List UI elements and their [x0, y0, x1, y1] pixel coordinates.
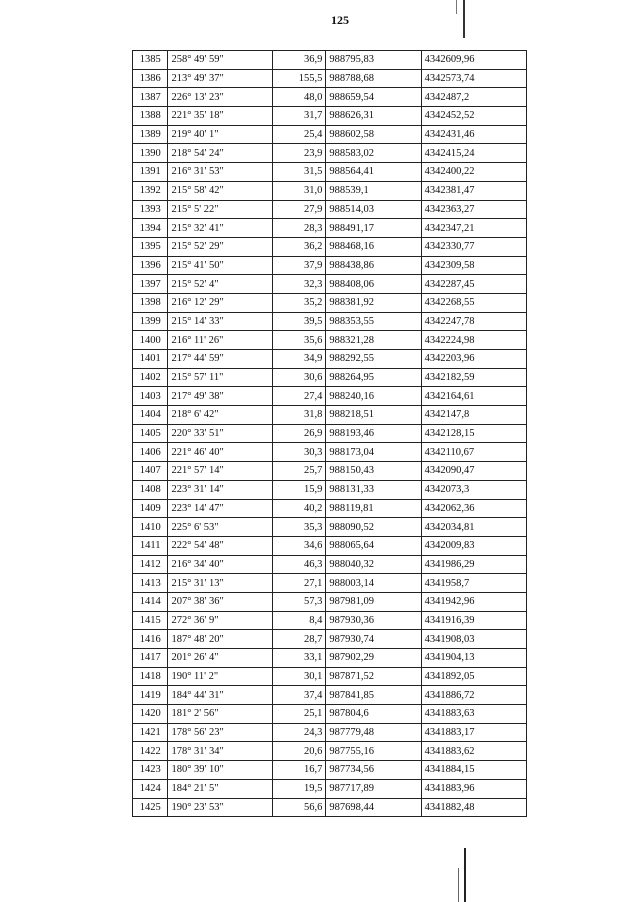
point-number-cell: 1415 — [133, 611, 168, 630]
y-coordinate-cell: 4341986,29 — [421, 555, 526, 574]
x-coordinate-cell: 987841,85 — [326, 686, 421, 705]
y-coordinate-cell: 4342247,78 — [421, 312, 526, 331]
x-coordinate-cell: 988468,16 — [326, 237, 421, 256]
point-number-cell: 1385 — [133, 51, 168, 70]
point-number-cell: 1412 — [133, 555, 168, 574]
y-coordinate-cell: 4342009,83 — [421, 536, 526, 555]
x-coordinate-cell: 988090,52 — [326, 518, 421, 537]
y-coordinate-cell: 4341908,03 — [421, 630, 526, 649]
y-coordinate-cell: 4341883,63 — [421, 705, 526, 724]
y-coordinate-cell: 4341883,17 — [421, 723, 526, 742]
distance-cell: 25,4 — [272, 125, 326, 144]
direction-angle-cell: 207° 38' 36" — [168, 592, 272, 611]
direction-angle-cell: 221° 57' 14" — [168, 462, 272, 481]
point-number-cell: 1403 — [133, 387, 168, 406]
distance-cell: 28,3 — [272, 219, 326, 238]
distance-cell: 26,9 — [272, 424, 326, 443]
y-coordinate-cell: 4342415,24 — [421, 144, 526, 163]
x-coordinate-cell: 988173,04 — [326, 443, 421, 462]
table-row — [133, 443, 527, 462]
distance-cell: 16,7 — [272, 761, 326, 780]
table-row — [133, 611, 527, 630]
point-number-cell: 1396 — [133, 256, 168, 275]
direction-angle-cell: 181° 2' 56" — [168, 705, 272, 724]
direction-angle-cell: 180° 39' 10" — [168, 761, 272, 780]
direction-angle-cell: 178° 56' 23" — [168, 723, 272, 742]
table-row — [133, 368, 527, 387]
y-coordinate-cell: 4342147,8 — [421, 406, 526, 425]
direction-angle-cell: 223° 31' 14" — [168, 480, 272, 499]
direction-angle-cell: 213° 49' 37" — [168, 69, 272, 88]
direction-angle-cell: 215° 5' 22" — [168, 200, 272, 219]
x-coordinate-cell: 988795,83 — [326, 51, 421, 70]
table-row — [133, 256, 527, 275]
table-row — [133, 649, 527, 668]
page-number: 125 — [331, 13, 349, 27]
direction-angle-cell: 187° 48' 20" — [168, 630, 272, 649]
direction-angle-cell: 220° 33' 51" — [168, 424, 272, 443]
table-row — [133, 181, 527, 200]
distance-cell: 46,3 — [272, 555, 326, 574]
y-coordinate-cell: 4342573,74 — [421, 69, 526, 88]
table-row — [133, 69, 527, 88]
distance-cell: 32,3 — [272, 275, 326, 294]
x-coordinate-cell: 988150,43 — [326, 462, 421, 481]
distance-cell: 27,9 — [272, 200, 326, 219]
x-coordinate-cell: 988003,14 — [326, 574, 421, 593]
distance-cell: 31,5 — [272, 163, 326, 182]
y-coordinate-cell: 4342609,96 — [421, 51, 526, 70]
point-number-cell: 1423 — [133, 761, 168, 780]
table-row — [133, 312, 527, 331]
distance-cell: 56,6 — [272, 798, 326, 817]
table-row — [133, 107, 527, 126]
y-coordinate-cell: 4342287,45 — [421, 275, 526, 294]
distance-cell: 23,9 — [272, 144, 326, 163]
distance-cell: 24,3 — [272, 723, 326, 742]
distance-cell: 31,7 — [272, 107, 326, 126]
y-coordinate-cell: 4341916,39 — [421, 611, 526, 630]
y-coordinate-cell: 4342487,2 — [421, 88, 526, 107]
y-coordinate-cell: 4342203,96 — [421, 350, 526, 369]
direction-angle-cell: 215° 52' 4" — [168, 275, 272, 294]
distance-cell: 31,8 — [272, 406, 326, 425]
y-coordinate-cell: 4342268,55 — [421, 293, 526, 312]
direction-angle-cell: 217° 49' 38" — [168, 387, 272, 406]
distance-cell: 57,3 — [272, 592, 326, 611]
x-coordinate-cell: 987981,09 — [326, 592, 421, 611]
direction-angle-cell: 217° 44' 59" — [168, 350, 272, 369]
direction-angle-cell: 216° 11' 26" — [168, 331, 272, 350]
table-row — [133, 163, 527, 182]
point-number-cell: 1399 — [133, 312, 168, 331]
point-number-cell: 1418 — [133, 667, 168, 686]
direction-angle-cell: 190° 11' 2" — [168, 667, 272, 686]
point-number-cell: 1409 — [133, 499, 168, 518]
table-row — [133, 480, 527, 499]
y-coordinate-cell: 4341883,96 — [421, 779, 526, 798]
x-coordinate-cell: 987755,16 — [326, 742, 421, 761]
table-row — [133, 723, 527, 742]
table-row — [133, 406, 527, 425]
x-coordinate-cell: 987779,48 — [326, 723, 421, 742]
x-coordinate-cell: 988788,68 — [326, 69, 421, 88]
direction-angle-cell: 215° 32' 41" — [168, 219, 272, 238]
x-coordinate-cell: 987930,36 — [326, 611, 421, 630]
x-coordinate-cell: 988040,32 — [326, 555, 421, 574]
y-coordinate-cell: 4342110,67 — [421, 443, 526, 462]
point-number-cell: 1402 — [133, 368, 168, 387]
x-coordinate-cell: 988491,17 — [326, 219, 421, 238]
x-coordinate-cell: 988408,06 — [326, 275, 421, 294]
distance-cell: 31,0 — [272, 181, 326, 200]
direction-angle-cell: 226° 13' 23" — [168, 88, 272, 107]
distance-cell: 30,1 — [272, 667, 326, 686]
point-number-cell: 1387 — [133, 88, 168, 107]
x-coordinate-cell: 987734,56 — [326, 761, 421, 780]
direction-angle-cell: 221° 46' 40" — [168, 443, 272, 462]
distance-cell: 34,9 — [272, 350, 326, 369]
table-row — [133, 705, 527, 724]
table-row — [133, 387, 527, 406]
distance-cell: 19,5 — [272, 779, 326, 798]
point-number-cell: 1401 — [133, 350, 168, 369]
point-number-cell: 1405 — [133, 424, 168, 443]
table-row — [133, 555, 527, 574]
point-number-cell: 1417 — [133, 649, 168, 668]
point-number-cell: 1410 — [133, 518, 168, 537]
direction-angle-cell: 272° 36' 9" — [168, 611, 272, 630]
y-coordinate-cell: 4342309,58 — [421, 256, 526, 275]
distance-cell: 39,5 — [272, 312, 326, 331]
table-row — [133, 237, 527, 256]
x-coordinate-cell: 988321,28 — [326, 331, 421, 350]
point-number-cell: 1421 — [133, 723, 168, 742]
point-number-cell: 1413 — [133, 574, 168, 593]
distance-cell: 48,0 — [272, 88, 326, 107]
x-coordinate-cell: 988583,02 — [326, 144, 421, 163]
direction-angle-cell: 223° 14' 47" — [168, 499, 272, 518]
distance-cell: 30,3 — [272, 443, 326, 462]
direction-angle-cell: 184° 44' 31" — [168, 686, 272, 705]
y-coordinate-cell: 4341904,13 — [421, 649, 526, 668]
y-coordinate-cell: 4341886,72 — [421, 686, 526, 705]
direction-angle-cell: 215° 31' 13" — [168, 574, 272, 593]
point-number-cell: 1400 — [133, 331, 168, 350]
x-coordinate-cell: 987717,89 — [326, 779, 421, 798]
point-number-cell: 1424 — [133, 779, 168, 798]
y-coordinate-cell: 4341883,62 — [421, 742, 526, 761]
point-number-cell: 1392 — [133, 181, 168, 200]
table-row — [133, 667, 527, 686]
distance-cell: 155,5 — [272, 69, 326, 88]
x-coordinate-cell: 987871,52 — [326, 667, 421, 686]
point-number-cell: 1390 — [133, 144, 168, 163]
x-coordinate-cell: 988119,81 — [326, 499, 421, 518]
y-coordinate-cell: 4342330,77 — [421, 237, 526, 256]
point-number-cell: 1425 — [133, 798, 168, 817]
distance-cell: 40,2 — [272, 499, 326, 518]
y-coordinate-cell: 4342164,61 — [421, 387, 526, 406]
scan-artifact-line — [458, 868, 459, 902]
x-coordinate-cell: 988381,92 — [326, 293, 421, 312]
table-row — [133, 779, 527, 798]
table-row — [133, 630, 527, 649]
point-number-cell: 1414 — [133, 592, 168, 611]
y-coordinate-cell: 4342062,36 — [421, 499, 526, 518]
point-number-cell: 1388 — [133, 107, 168, 126]
distance-cell: 35,3 — [272, 518, 326, 537]
direction-angle-cell: 218° 6' 42" — [168, 406, 272, 425]
x-coordinate-cell: 988131,33 — [326, 480, 421, 499]
distance-cell: 28,7 — [272, 630, 326, 649]
direction-angle-cell: 215° 41' 50" — [168, 256, 272, 275]
point-number-cell: 1398 — [133, 293, 168, 312]
x-coordinate-cell: 988626,31 — [326, 107, 421, 126]
point-number-cell: 1391 — [133, 163, 168, 182]
y-coordinate-cell: 4341884,15 — [421, 761, 526, 780]
table-row — [133, 350, 527, 369]
point-number-cell: 1397 — [133, 275, 168, 294]
x-coordinate-cell: 988602,58 — [326, 125, 421, 144]
point-number-cell: 1404 — [133, 406, 168, 425]
distance-cell: 35,6 — [272, 331, 326, 350]
y-coordinate-cell: 4341892,05 — [421, 667, 526, 686]
y-coordinate-cell: 4342090,47 — [421, 462, 526, 481]
point-number-cell: 1394 — [133, 219, 168, 238]
y-coordinate-cell: 4342182,59 — [421, 368, 526, 387]
direction-angle-cell: 215° 14' 33" — [168, 312, 272, 331]
x-coordinate-cell: 987902,29 — [326, 649, 421, 668]
y-coordinate-cell: 4341942,96 — [421, 592, 526, 611]
table-row — [133, 574, 527, 593]
direction-angle-cell: 221° 35' 18" — [168, 107, 272, 126]
y-coordinate-cell: 4342452,52 — [421, 107, 526, 126]
y-coordinate-cell: 4342400,22 — [421, 163, 526, 182]
direction-angle-cell: 225° 6' 53" — [168, 518, 272, 537]
point-number-cell: 1420 — [133, 705, 168, 724]
distance-cell: 27,4 — [272, 387, 326, 406]
direction-angle-cell: 219° 40' 1" — [168, 125, 272, 144]
y-coordinate-cell: 4342431,46 — [421, 125, 526, 144]
distance-cell: 27,1 — [272, 574, 326, 593]
table-row — [133, 424, 527, 443]
distance-cell: 33,1 — [272, 649, 326, 668]
x-coordinate-cell: 988218,51 — [326, 406, 421, 425]
y-coordinate-cell: 4342347,21 — [421, 219, 526, 238]
x-coordinate-cell: 988065,64 — [326, 536, 421, 555]
table-row — [133, 592, 527, 611]
table-row — [133, 331, 527, 350]
distance-cell: 37,9 — [272, 256, 326, 275]
table-row — [133, 536, 527, 555]
direction-angle-cell: 215° 57' 11" — [168, 368, 272, 387]
scan-artifact-line — [456, 0, 457, 14]
y-coordinate-cell: 4342224,98 — [421, 331, 526, 350]
table-row — [133, 742, 527, 761]
y-coordinate-cell: 4342363,27 — [421, 200, 526, 219]
y-coordinate-cell: 4342073,3 — [421, 480, 526, 499]
direction-angle-cell: 184° 21' 5" — [168, 779, 272, 798]
table-row — [133, 518, 527, 537]
distance-cell: 20,6 — [272, 742, 326, 761]
table-row — [133, 88, 527, 107]
distance-cell: 25,1 — [272, 705, 326, 724]
direction-angle-cell: 215° 58' 42" — [168, 181, 272, 200]
x-coordinate-cell: 988240,16 — [326, 387, 421, 406]
direction-angle-cell: 218° 54' 24" — [168, 144, 272, 163]
point-number-cell: 1395 — [133, 237, 168, 256]
point-number-cell: 1389 — [133, 125, 168, 144]
table-row — [133, 51, 527, 70]
distance-cell: 36,9 — [272, 51, 326, 70]
point-number-cell: 1422 — [133, 742, 168, 761]
direction-angle-cell: 216° 12' 29" — [168, 293, 272, 312]
direction-angle-cell: 222° 54' 48" — [168, 536, 272, 555]
y-coordinate-cell: 4342128,15 — [421, 424, 526, 443]
point-number-cell: 1393 — [133, 200, 168, 219]
distance-cell: 34,6 — [272, 536, 326, 555]
direction-angle-cell: 216° 31' 53" — [168, 163, 272, 182]
point-number-cell: 1406 — [133, 443, 168, 462]
distance-cell: 36,2 — [272, 237, 326, 256]
x-coordinate-cell: 987698,44 — [326, 798, 421, 817]
table-row — [133, 761, 527, 780]
y-coordinate-cell: 4342034,81 — [421, 518, 526, 537]
distance-cell: 30,6 — [272, 368, 326, 387]
direction-angle-cell: 178° 31' 34" — [168, 742, 272, 761]
y-coordinate-cell: 4341958,7 — [421, 574, 526, 593]
x-coordinate-cell: 988264,95 — [326, 368, 421, 387]
x-coordinate-cell: 988193,46 — [326, 424, 421, 443]
y-coordinate-cell: 4341882,48 — [421, 798, 526, 817]
table-row — [133, 125, 527, 144]
distance-cell: 37,4 — [272, 686, 326, 705]
point-number-cell: 1407 — [133, 462, 168, 481]
x-coordinate-cell: 988564,41 — [326, 163, 421, 182]
x-coordinate-cell: 988353,55 — [326, 312, 421, 331]
table-row — [133, 200, 527, 219]
direction-angle-cell: 215° 52' 29" — [168, 237, 272, 256]
direction-angle-cell: 201° 26' 4" — [168, 649, 272, 668]
x-coordinate-cell: 988514,03 — [326, 200, 421, 219]
table-row — [133, 293, 527, 312]
table-row — [133, 144, 527, 163]
table-row — [133, 219, 527, 238]
point-number-cell: 1419 — [133, 686, 168, 705]
point-number-cell: 1386 — [133, 69, 168, 88]
table-row — [133, 499, 527, 518]
x-coordinate-cell: 988539,1 — [326, 181, 421, 200]
distance-cell: 35,2 — [272, 293, 326, 312]
x-coordinate-cell: 988292,55 — [326, 350, 421, 369]
coordinates-table-body — [133, 51, 527, 817]
table-row — [133, 275, 527, 294]
direction-angle-cell: 216° 34' 40" — [168, 555, 272, 574]
point-number-cell: 1408 — [133, 480, 168, 499]
x-coordinate-cell: 987930,74 — [326, 630, 421, 649]
table-row — [133, 686, 527, 705]
direction-angle-cell: 258° 49' 59" — [168, 51, 272, 70]
y-coordinate-cell: 4342381,47 — [421, 181, 526, 200]
x-coordinate-cell: 988659,54 — [326, 88, 421, 107]
point-number-cell: 1411 — [133, 536, 168, 555]
table-row — [133, 798, 527, 817]
point-number-cell: 1416 — [133, 630, 168, 649]
distance-cell: 15,9 — [272, 480, 326, 499]
direction-angle-cell: 190° 23' 53" — [168, 798, 272, 817]
scan-artifact-line — [464, 848, 466, 902]
x-coordinate-cell: 988438,86 — [326, 256, 421, 275]
coordinates-table — [132, 50, 527, 817]
table-row — [133, 462, 527, 481]
distance-cell: 8,4 — [272, 611, 326, 630]
distance-cell: 25,7 — [272, 462, 326, 481]
x-coordinate-cell: 987804,6 — [326, 705, 421, 724]
